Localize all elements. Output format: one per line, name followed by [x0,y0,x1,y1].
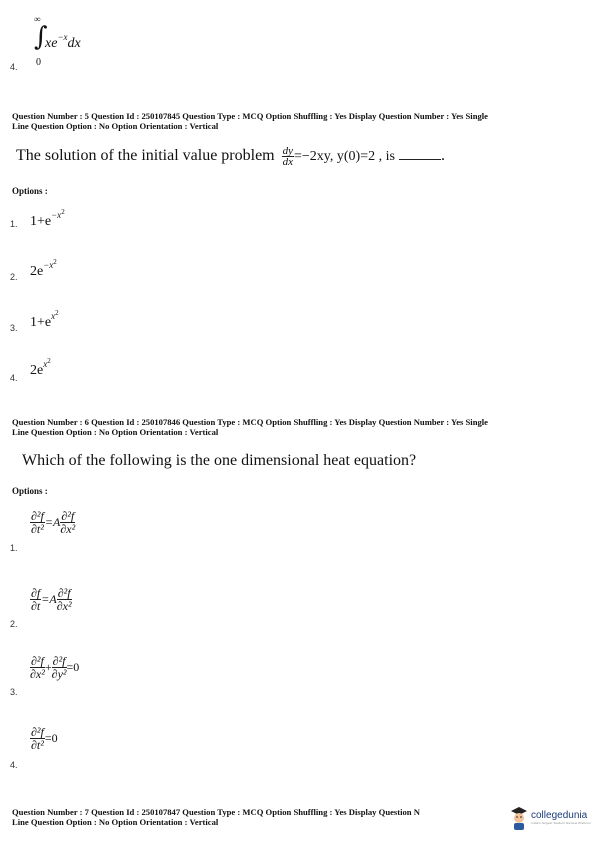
option-1: $1+e^{-x^2}$ [30,208,65,229]
meta-line: Question Number : 6 Question Id : 250107846 Question Type : MCQ Option Shuffling : Yes Display Question Number : Yes Single [12,417,488,427]
meta-line: Line Question Option : No Option Orientation : Vertical [12,426,219,437]
options-label: Options : [12,486,48,496]
option-number: 4. [10,62,18,72]
question-7-meta [12,808,507,827]
question-6-meta [12,418,587,437]
integral-sign: ∫ [34,22,48,52]
option-number: 3. [10,687,18,697]
previous-question-fragment [34,14,154,74]
integral-lower-limit: 0 [36,57,41,68]
meta-line: Line Question Option : No Option Orientation : Vertical [12,816,219,827]
logo-name: collegedunia [531,810,588,821]
option-4-equation: $\frac{\text{∂²f}}{\text{∂t²}}$ =0 [31,725,58,752]
equation-rest: =−2xy, y(0)=2 , is [294,149,395,165]
option-3: $1+e^{x^2}$ [30,309,59,330]
end-punct: . [440,147,445,165]
option-1-equation: $\frac{\text{∂²f}}{\text{∂t²}}$ =A $\frac{\text{∂²f}}{\text{∂x²}}$ [31,509,76,536]
meta-line: Question Number : 5 Question Id : 250107845 Question Type : MCQ Option Shuffling : Yes Display Question Number : Yes Single [12,111,488,121]
option-number: 1. [10,543,18,553]
option-2-equation: $\frac{\partial f}{\partial t}$ =A $\frac{\text{∂²f}}{\text{∂x²}}$ [31,586,72,613]
option-2: $2e^{-x^2}$ [30,258,57,279]
integrand: $xe^{-x}dx$ [45,32,81,51]
meta-line: Question Number : 7 Question Id : 250107847 Question Type : MCQ Option Shuffling : Yes Display Question N [12,807,420,817]
option-number: 4. [10,760,18,770]
option-4: $2e^{x^2}$ [30,357,51,378]
question-5-text [16,146,445,167]
graduate-mascot-icon [509,805,529,831]
meta-line: Line Question Option : No Option Orientation : Vertical [12,120,219,131]
option-number: 3. [10,323,18,333]
question-text: The solution of the initial value problem [16,147,275,165]
option-3-equation: $\frac{\text{∂²f}}{\text{∂x²}}$ + $\frac{\text{∂²f}}{\text{∂y²}}$ =0 [30,654,80,681]
options-label: Options : [12,186,48,196]
derivative-fraction: $\frac{dy}{dx}$ [282,145,293,168]
option-number: 2. [10,619,18,629]
logo-tagline: India's largest Student Review Platform [531,821,592,825]
option-number: 2. [10,272,18,282]
option-number: 1. [10,219,18,229]
question-6-text: Which of the following is the one dimensional heat equation? [22,452,417,469]
question-5-meta [12,112,587,131]
answer-blank [399,147,441,160]
option-number: 4. [10,373,18,383]
integral-upper-limit: ∞ [34,14,41,24]
collegedunia-logo [509,803,593,833]
